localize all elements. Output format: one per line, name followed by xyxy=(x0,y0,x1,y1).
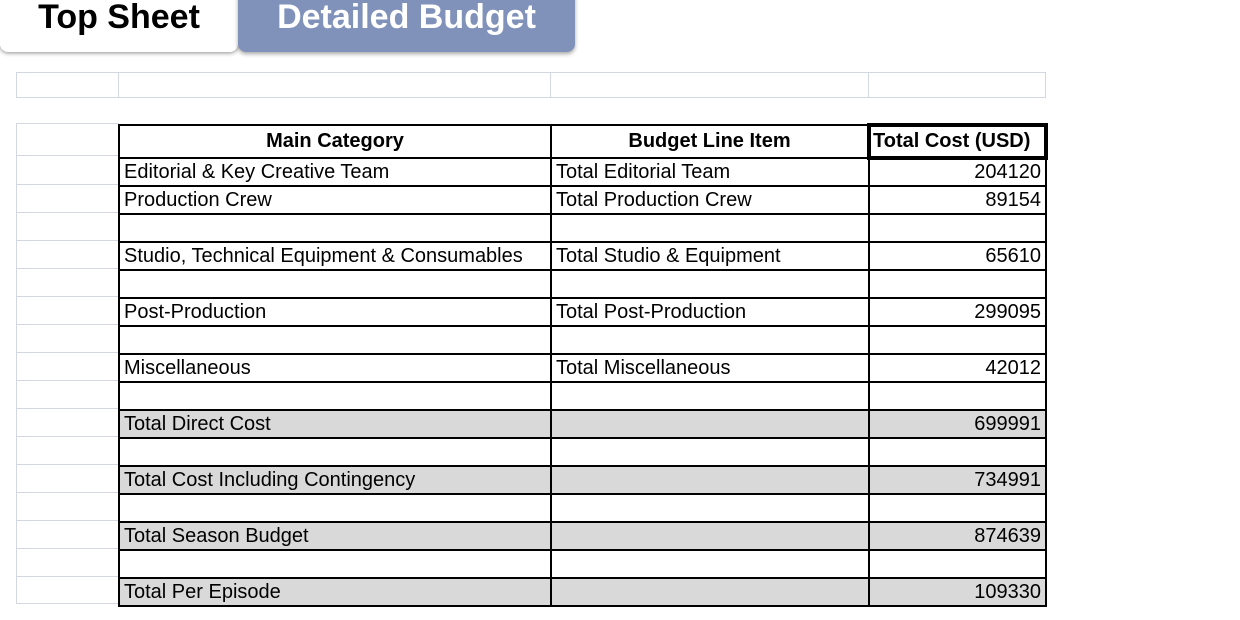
total-cost-cell[interactable]: 699991 xyxy=(869,410,1046,438)
main-category-cell[interactable] xyxy=(119,270,551,298)
budget-line-item-cell[interactable] xyxy=(551,522,869,550)
row-header-cell[interactable] xyxy=(16,520,119,548)
main-category-cell[interactable]: Total Direct Cost xyxy=(119,410,551,438)
total-cost-cell[interactable]: 734991 xyxy=(869,466,1046,494)
table-row xyxy=(119,298,1046,326)
row-header-cell[interactable] xyxy=(16,408,119,436)
row-header-cell[interactable] xyxy=(16,123,119,155)
main-category-cell[interactable] xyxy=(119,494,551,522)
row-header-cell[interactable] xyxy=(16,548,119,576)
budget-line-item-cell[interactable] xyxy=(551,382,869,410)
row-header-cell[interactable] xyxy=(16,155,119,184)
budget-line-item-cell[interactable] xyxy=(551,466,869,494)
main-category-cell[interactable]: Studio, Technical Equipment & Consumables xyxy=(119,242,551,270)
total-cost-cell[interactable] xyxy=(869,214,1046,242)
row-header-cell[interactable] xyxy=(16,268,119,296)
row-header-cell[interactable] xyxy=(16,464,119,492)
budget-line-item-cell[interactable]: Total Production Crew xyxy=(551,186,869,214)
total-cost-cell[interactable]: 65610 xyxy=(869,242,1046,270)
budget-line-item-cell[interactable] xyxy=(551,270,869,298)
empty-cell[interactable] xyxy=(550,72,869,98)
table-row xyxy=(119,242,1046,270)
budget-line-item-cell[interactable]: Total Editorial Team xyxy=(551,158,869,186)
budget-line-item-cell[interactable] xyxy=(551,550,869,578)
main-category-cell[interactable]: Editorial & Key Creative Team xyxy=(119,158,551,186)
row-header-cell[interactable] xyxy=(16,576,119,604)
main-category-cell[interactable] xyxy=(119,326,551,354)
table-header-row xyxy=(119,125,1046,158)
total-cost-cell[interactable]: 204120 xyxy=(869,158,1046,186)
main-category-cell[interactable] xyxy=(119,214,551,242)
budget-line-item-cell[interactable] xyxy=(551,494,869,522)
budget-line-item-cell[interactable] xyxy=(551,326,869,354)
main-category-cell[interactable]: Total Cost Including Contingency xyxy=(119,466,551,494)
tab-top-sheet[interactable] xyxy=(0,0,238,52)
column-header-total-cost[interactable]: Total Cost (USD) xyxy=(869,125,1046,158)
budget-line-item-cell[interactable]: Total Studio & Equipment xyxy=(551,242,869,270)
table-row xyxy=(119,522,1046,550)
budget-table xyxy=(118,123,1048,607)
row-header-cell[interactable] xyxy=(16,212,119,240)
column-header-main-category[interactable]: Main Category xyxy=(119,125,551,158)
total-cost-cell[interactable]: 89154 xyxy=(869,186,1046,214)
table-row xyxy=(119,214,1046,242)
table-row xyxy=(119,354,1046,382)
main-category-cell[interactable] xyxy=(119,382,551,410)
row-header-cell[interactable] xyxy=(16,184,119,212)
row-header-cell[interactable] xyxy=(16,436,119,464)
row-header-cell[interactable] xyxy=(16,296,119,324)
budget-line-item-cell[interactable]: Total Miscellaneous xyxy=(551,354,869,382)
total-cost-cell[interactable]: 299095 xyxy=(869,298,1046,326)
main-category-cell[interactable]: Total Season Budget xyxy=(119,522,551,550)
table-row xyxy=(119,466,1046,494)
main-category-cell[interactable]: Miscellaneous xyxy=(119,354,551,382)
main-category-cell[interactable]: Total Per Episode xyxy=(119,578,551,606)
budget-line-item-cell[interactable] xyxy=(551,214,869,242)
table-row xyxy=(119,158,1046,186)
total-cost-cell[interactable] xyxy=(869,270,1046,298)
total-cost-cell[interactable]: 42012 xyxy=(869,354,1046,382)
row-header-cell[interactable] xyxy=(16,380,119,408)
table-row xyxy=(119,578,1046,606)
budget-line-item-cell[interactable]: Total Post-Production xyxy=(551,298,869,326)
table-row xyxy=(119,410,1046,438)
table-row xyxy=(119,438,1046,466)
table-row xyxy=(119,494,1046,522)
total-cost-cell[interactable]: 874639 xyxy=(869,522,1046,550)
total-cost-cell[interactable]: 109330 xyxy=(869,578,1046,606)
total-cost-cell[interactable] xyxy=(869,550,1046,578)
row-header-cell[interactable] xyxy=(16,324,119,352)
row-header-cell[interactable] xyxy=(16,492,119,520)
main-category-cell[interactable]: Post-Production xyxy=(119,298,551,326)
column-header-budget-line-item[interactable]: Budget Line Item xyxy=(551,125,869,158)
table-row xyxy=(119,326,1046,354)
empty-cell[interactable] xyxy=(868,72,1046,98)
tab-detailed-budget-label: Detailed Budget xyxy=(277,0,536,36)
main-category-cell[interactable] xyxy=(119,438,551,466)
main-category-cell[interactable]: Production Crew xyxy=(119,186,551,214)
total-cost-cell[interactable] xyxy=(869,382,1046,410)
budget-line-item-cell[interactable] xyxy=(551,438,869,466)
table-row xyxy=(119,382,1046,410)
total-cost-cell[interactable] xyxy=(869,438,1046,466)
table-row xyxy=(119,186,1046,214)
empty-cell[interactable] xyxy=(16,72,119,98)
tab-top-sheet-label: Top Sheet xyxy=(38,0,200,36)
total-cost-cell[interactable] xyxy=(869,326,1046,354)
row-header-cell[interactable] xyxy=(16,240,119,268)
table-row xyxy=(119,270,1046,298)
row-header-cell[interactable] xyxy=(16,352,119,380)
total-cost-cell[interactable] xyxy=(869,494,1046,522)
budget-line-item-cell[interactable] xyxy=(551,410,869,438)
budget-line-item-cell[interactable] xyxy=(551,578,869,606)
main-category-cell[interactable] xyxy=(119,550,551,578)
empty-cell[interactable] xyxy=(118,72,551,98)
tab-detailed-budget[interactable] xyxy=(238,0,575,52)
table-row xyxy=(119,550,1046,578)
